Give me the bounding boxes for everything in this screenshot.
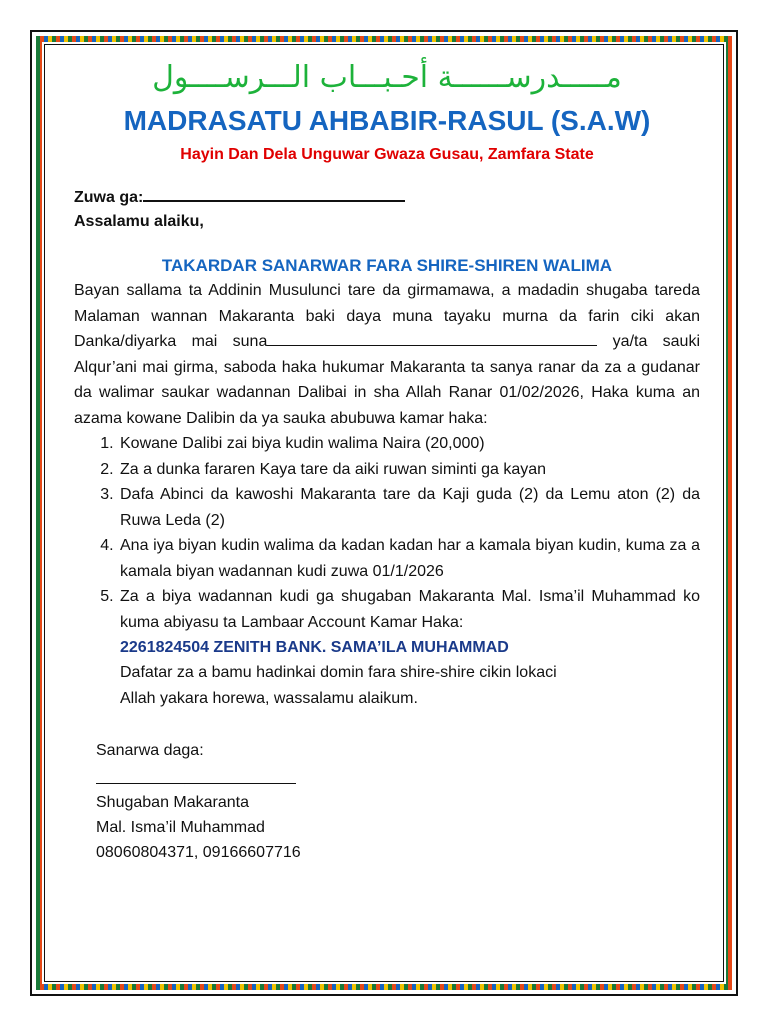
list-item: 1. Kowane Dalibi zai biya kudin walima Naira (20,000) <box>118 431 700 457</box>
signatory-name: Mal. Isma’il Muhammad <box>96 819 265 836</box>
recipient-blank <box>143 184 405 202</box>
list-item: 5. Za a biya wadannan kudi ga shugaban Makaranta Mal. Isma’il Muhammad ko kuma abiyasu ta Lambaar Account Kamar Haka: <box>118 584 700 635</box>
school-address: Hayin Dan Dela Unguwar Gwaza Gusau, Zamfara State <box>180 146 594 163</box>
school-name: MADRASATU AHBABIR-RASUL (S.A.W) <box>123 105 651 136</box>
student-name-blank <box>267 331 597 346</box>
closing-line-1: Dafatar za a bamu hadinkai domin fara shire-shire cikin lokaci <box>120 664 557 681</box>
greeting: Assalamu alaiku, <box>74 213 204 230</box>
list-item: 3. Dafa Abinci da kawoshi Makaranta tare da Kaji guda (2) da Lemu aton (2) da Ruwa Leda (2) <box>118 482 700 533</box>
signatory-phones: 08060804371, 09166607716 <box>96 844 301 861</box>
recipient-label: Zuwa ga: <box>74 189 144 206</box>
letter-content <box>74 58 700 865</box>
signature-label: Sanarwa daga: <box>96 742 204 759</box>
intro-part-2: ya/ta sauki Alqur’ani mai girma, saboda haka hukumar Makaranta ta sanya ranar da za a gudanar da walimar saukar wadannan Dalibai in sha Allah Ranar 01/02/2026, Haka kuma an azama kowane Dalibin da ya sauka abubuwa kamar haka: <box>74 333 701 427</box>
signatory-role: Shugaban Makaranta <box>96 794 249 811</box>
signature-line <box>96 763 296 784</box>
intro-part-1: Bayan sallama ta Addinin Musulunci tare da girmamawa, a madadin shugaba tareda Malaman wannan Makaranta baki daya muna tayaku murna da farin ciki akan Danka/diyarka mai suna <box>74 282 700 350</box>
bank-details: 2261824504 ZENITH BANK. SAMA’ILA MUHAMMAD <box>120 639 509 656</box>
list-item: 2. Za a dunka fararen Kaya tare da aiki ruwan siminti ga kayan <box>118 457 700 483</box>
closing-line-2: Allah yakara horewa, wassalamu alaikum. <box>120 690 418 707</box>
recipient-line <box>74 184 700 210</box>
arabic-school-name: مـــــدرســــــة أحـبـــاب الـــرســــول <box>152 60 622 95</box>
letter-heading: TAKARDAR SANARWAR FARA SHIRE-SHIREN WALIMA <box>161 256 613 275</box>
list-item: 4. Ana iya biyan kudin walima da kadan kadan har a kamala biyan kudin, kuma za a kamala biyan wadannan kudi zuwa 01/1/2026 <box>118 533 700 584</box>
intro-paragraph <box>74 278 700 431</box>
signature-block <box>96 738 700 865</box>
requirements-list <box>74 431 700 635</box>
